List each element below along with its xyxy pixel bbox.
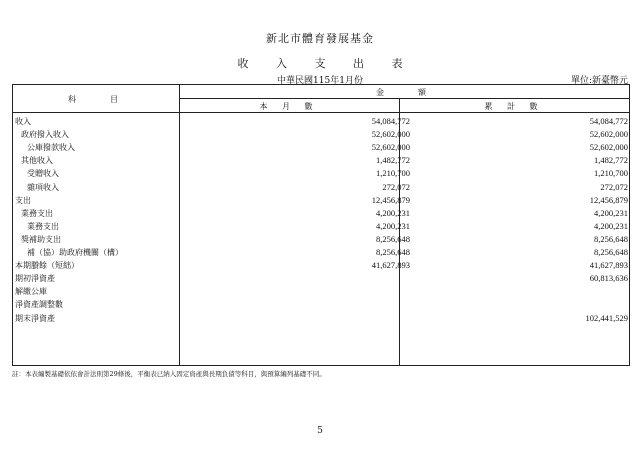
currency-unit: 單位:新臺幣元 [570, 76, 628, 86]
row-current-month-value: 54,084,772 [371, 116, 410, 126]
header-bottom-line [13, 112, 629, 113]
header-item: 科 目 [68, 95, 124, 104]
row-item-label: 獎補助支出 [21, 234, 61, 244]
row-current-month-value: 8,256,648 [376, 247, 410, 257]
row-item-label: 期初淨資產 [15, 274, 55, 284]
row-cumulative-value: 8,256,648 [594, 247, 628, 257]
row-item-label: 政府撥入收入 [21, 130, 69, 140]
row-item-label: 支出 [15, 195, 31, 205]
row-current-month-value: 52,602,000 [371, 129, 410, 140]
row-cumulative-value: 52,602,000 [589, 142, 628, 153]
row-item-label: 其他收入 [21, 156, 53, 166]
row-item-label: 淨資產調整數 [15, 300, 63, 310]
row-cumulative-value: 41,627,893 [589, 260, 628, 271]
row-item-label: 補（協）助政府機關（構） [27, 248, 123, 257]
page-number: 5 [317, 426, 323, 436]
row-item-label: 期末淨資產 [15, 313, 55, 323]
row-current-month-value: 8,256,648 [376, 233, 410, 244]
row-current-month-value: 4,200,231 [376, 207, 410, 218]
row-current-month-value: 1,482,772 [376, 155, 410, 166]
row-current-month-value: 1,210,700 [376, 168, 410, 179]
row-cumulative-value: 1,482,772 [594, 155, 628, 166]
row-cumulative-value: 8,256,648 [594, 233, 628, 244]
row-item-label: 公庫撥款收入 [27, 143, 75, 153]
row-cumulative-value: 60,813,636 [589, 273, 628, 284]
header-divider [179, 98, 629, 99]
row-item-label: 受贈收入 [27, 169, 59, 179]
row-cumulative-value: 4,200,231 [594, 207, 628, 218]
row-cumulative-value: 4,200,231 [594, 220, 628, 231]
row-current-month-value: 52,602,000 [371, 142, 410, 153]
row-item-label: 解繳公庫 [15, 287, 47, 297]
organization-name: 新北市體育發展基金 [266, 32, 374, 45]
header-current-month: 本 月 數 [259, 102, 319, 111]
income-expenditure-table [12, 84, 630, 366]
row-cumulative-value: 102,441,529 [585, 312, 628, 323]
row-current-month-value: 272,072 [382, 181, 410, 192]
report-title: 收 入 支 出 表 [237, 57, 415, 70]
row-cumulative-value: 54,084,772 [589, 116, 628, 126]
footnote: 註：本表編製基礎依依會計法則第29條後，平衡表已納入固定資產與長期負債等科目，與預算編列基礎不同。 [12, 370, 326, 378]
row-cumulative-value: 52,602,000 [589, 129, 628, 140]
row-item-label: 本期賸餘（短絀） [15, 261, 79, 271]
row-current-month-value: 41,627,893 [371, 260, 410, 271]
row-item-label: 業務支出 [27, 221, 59, 231]
row-current-month-value: 12,456,879 [371, 194, 410, 205]
row-item-label: 收入 [15, 117, 31, 126]
row-cumulative-value: 1,210,700 [594, 168, 628, 179]
row-current-month-value: 4,200,231 [376, 220, 410, 231]
row-cumulative-value: 272,072 [600, 181, 628, 192]
header-amount: 金 額 [376, 88, 432, 97]
row-item-label: 雜項收入 [27, 182, 59, 192]
report-period: 中華民國115年1月份 [277, 76, 363, 86]
row-cumulative-value: 12,456,879 [589, 194, 628, 205]
row-item-label: 業務支出 [21, 208, 53, 218]
header-cumulative: 累 計 數 [484, 102, 544, 111]
